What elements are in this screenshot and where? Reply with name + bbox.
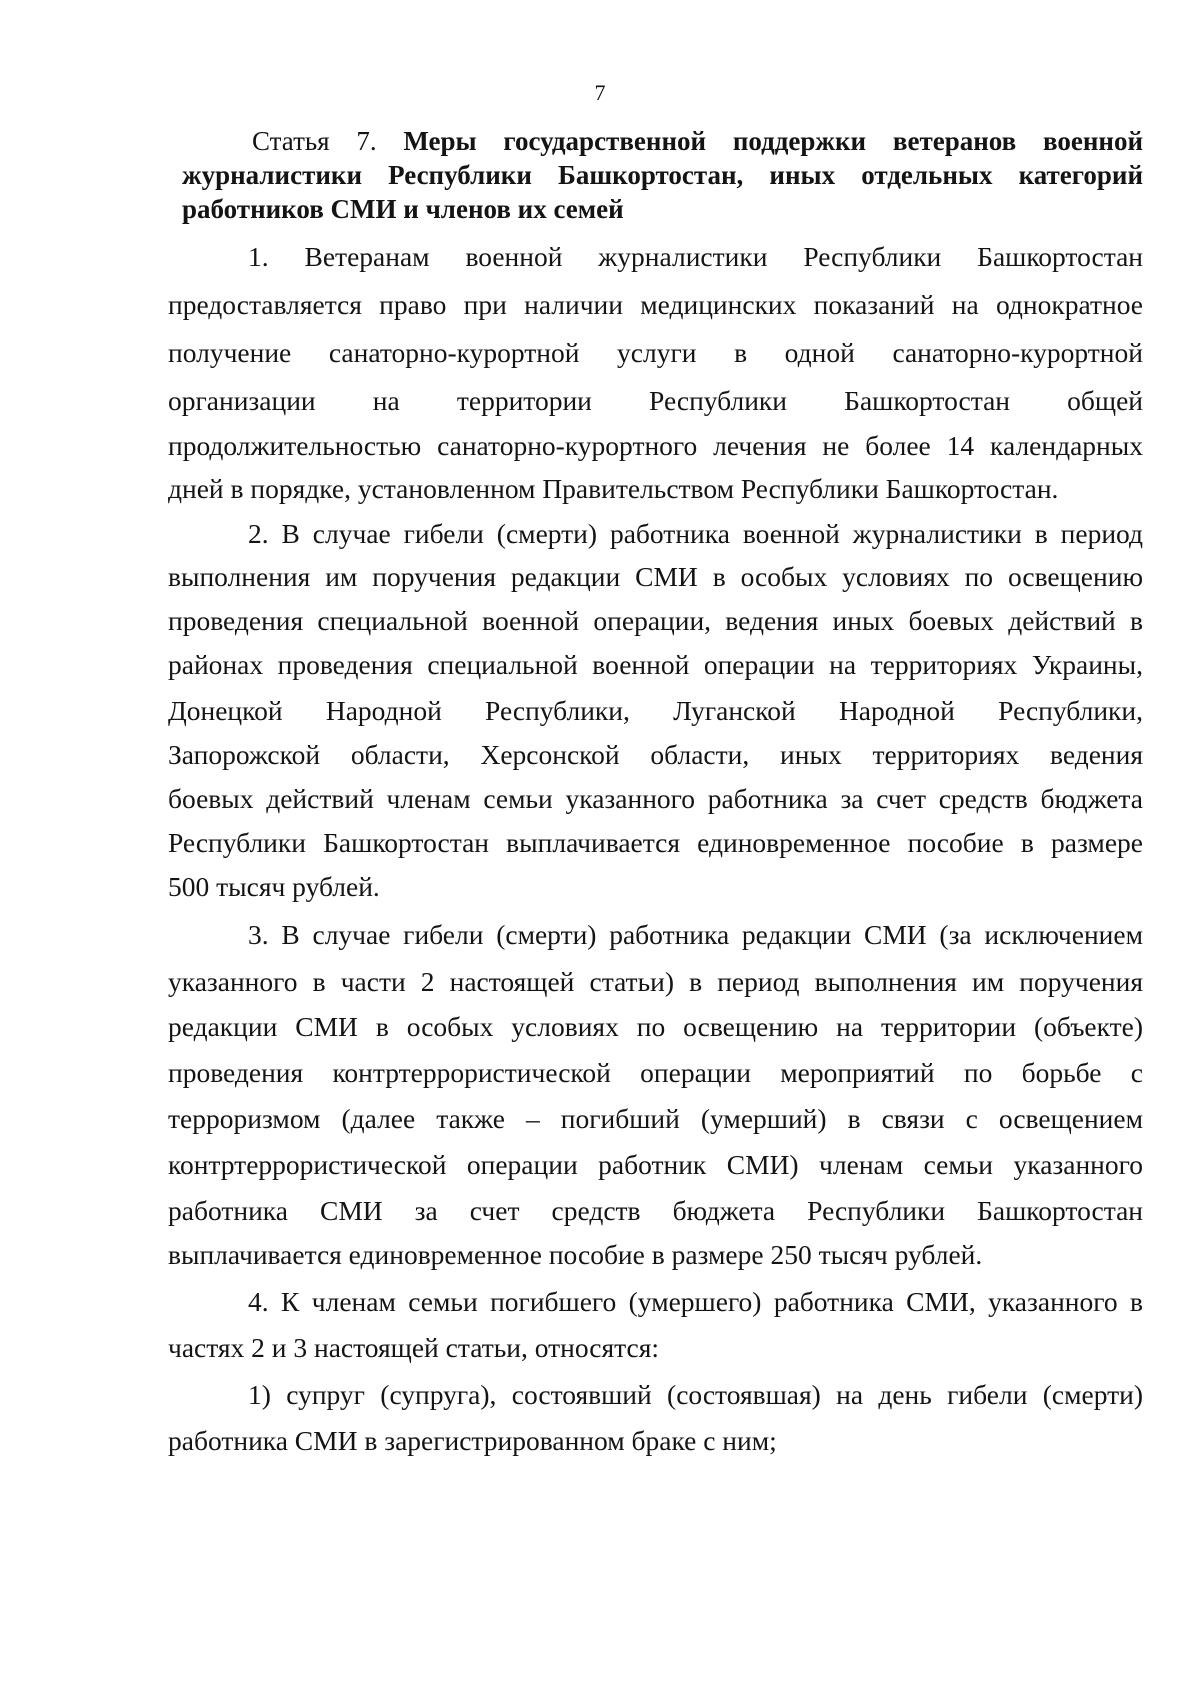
paragraph-1-line: получение санаторно-курортной услуги в одной санаторно-курортной [168, 337, 1143, 368]
article-number: Статья 7. [252, 126, 377, 156]
paragraph-1-line: предоставляется право при наличии медицинских показаний на однократное [168, 289, 1143, 320]
paragraph-2-line: боевых действий членам семьи указанного работника за счет средств бюджета [168, 783, 1143, 814]
paragraph-3-line: указанного в части 2 настоящей статьи) в период выполнения им поручения [168, 966, 1143, 997]
paragraph-1-line: 1. Ветеранам военной журналистики Республики Башкортостан [248, 241, 1143, 272]
article-heading-line: журналистики Республики Башкортостан, иных отдельных категорий [182, 160, 1143, 190]
paragraph-3-line: проведения контртеррористической операции мероприятий по борьбе с [168, 1057, 1143, 1088]
paragraph-2-line: районах проведения специальной военной операции на территориях Украины, [168, 649, 1143, 680]
paragraph-1-line: организации на территории Республики Башкортостан общей [168, 385, 1143, 416]
paragraph-2-line: Донецкой Народной Республики, Луганской Народной Республики, [168, 695, 1143, 726]
paragraph-2-line: выполнения им поручения редакции СМИ в особых условиях по освещению [168, 561, 1143, 592]
paragraph-2-line: 2. В случае гибели (смерти) работника военной журналистики в период [248, 518, 1143, 549]
paragraph-4-line: 4. К членам семьи погибшего (умершего) работника СМИ, указанного в [248, 1286, 1143, 1317]
article-heading-line: работников СМИ и членов их семей [182, 194, 624, 224]
paragraph-3-line: терроризмом (далее также – погибший (умерший) в связи с освещением [168, 1103, 1143, 1134]
paragraph-3-line: работника СМИ за счет средств бюджета Республики Башкортостан [168, 1195, 1143, 1226]
paragraph-2-line: Запорожской области, Херсонской области, иных территориях ведения [168, 739, 1143, 770]
paragraph-4-line: частях 2 и 3 настоящей статьи, относятся: [168, 1332, 659, 1363]
subitem-1-line: работника СМИ в зарегистрированном браке с ним; [168, 1425, 777, 1456]
paragraph-1-line: продолжительностью санаторно-курортного лечения не более 14 календарных [168, 430, 1143, 461]
paragraph-3-line: редакции СМИ в особых условиях по освещению на территории (объекте) [168, 1011, 1143, 1042]
paragraph-3-line: контртеррористической операции работник СМИ) членам семьи указанного [168, 1149, 1143, 1180]
paragraph-3-line: 3. В случае гибели (смерти) работника редакции СМИ (за исключением [248, 919, 1143, 950]
subitem-1-line: 1) супруг (супруга), состоявший (состоявшая) на день гибели (смерти) [248, 1379, 1143, 1410]
paragraph-3-line: выплачивается единовременное пособие в размере 250 тысяч рублей. [168, 1239, 983, 1270]
paragraph-1-line: дней в порядке, установленном Правительством Республики Башкортостан. [168, 473, 1059, 504]
article-heading-line [182, 124, 1143, 158]
paragraph-2-line: проведения специальной военной операции, ведения иных боевых действий в [168, 605, 1143, 636]
paragraph-2-line: Республики Башкортостан выплачивается единовременное пособие в размере [168, 827, 1143, 858]
article-heading [182, 124, 1143, 226]
article-title-part: Меры государственной поддержки ветеранов военной [403, 126, 1143, 156]
page-number: 7 [594, 80, 606, 105]
paragraph-2-line: 500 тысяч рублей. [168, 871, 380, 902]
